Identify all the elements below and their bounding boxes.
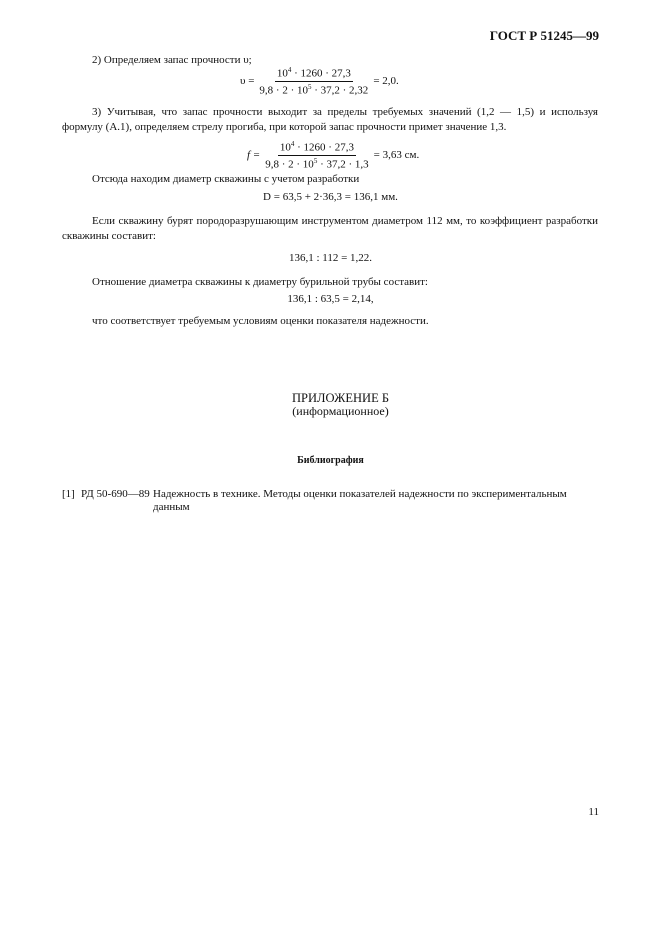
formula-v [240, 66, 399, 96]
bib-code: РД 50-690—89 [81, 488, 150, 500]
formula-k: 136,1 : 112 = 1,22. [288, 252, 373, 264]
den-exp: 5 [313, 156, 318, 165]
numerator: · 1260 · 27,3 [297, 141, 354, 154]
diameter-intro: Отсюда находим диаметр скважины с учетом разработки [92, 173, 360, 185]
num-exp: 4 [287, 66, 292, 74]
bib-text: Надежность в технике. Методы оценки показателей надежности по экспериментальным данным [153, 488, 567, 513]
ratio-text: Отношение диаметра скважины к диаметру бурильной трубы составит: [92, 276, 428, 288]
formula-lhs: f = [247, 149, 261, 162]
step-3-text: 3) Учитывая, что запас прочности выходит за пределы требуемых значений (1,2 — 1,5) и используя формулу (А.1), определяем стрелу прогиба, при которой запас прочности примет значение 1,3. [62, 106, 598, 133]
formula-rhs: = 3,63 см. [373, 149, 420, 162]
formula-d: D = 63,5 + 2·36,3 = 136,1 мм. [263, 191, 398, 203]
appendix-title: ПРИЛОЖЕНИЕ Б [291, 391, 390, 405]
bib-number: [1] [62, 488, 75, 500]
den-b: · 37,2 · 1,3 [317, 158, 369, 171]
formula-lhs: υ = [240, 75, 255, 88]
conclusion-text: что соответствует требуемым условиям оценки показателя надежности. [92, 315, 429, 327]
step-2-text: 2) Определяем запас прочности υ; [92, 54, 252, 66]
document-header: ГОСТ Р 51245—99 [489, 28, 599, 43]
num-exp: 4 [290, 140, 295, 148]
den-a: 9,8 · 2 · 10 [265, 158, 314, 171]
formula-r: 136,1 : 63,5 = 2,14, [287, 293, 374, 305]
page-number: 11 [588, 806, 599, 818]
formula-f [247, 140, 419, 170]
drill-text: Если скважину бурят породоразрушающим инструментом диаметром 112 мм, то коэффициент разработки скважины составит: [62, 215, 598, 242]
num-base: 10 [279, 141, 291, 154]
den-a: 9,8 · 2 · 10 [259, 84, 308, 97]
bibliography-title: Библиография [297, 455, 364, 466]
formula-rhs: = 2,0. [373, 75, 399, 88]
den-exp: 5 [307, 82, 312, 91]
den-b: · 37,2 · 2,32 [311, 84, 369, 97]
numerator: · 1260 · 27,3 [294, 67, 351, 80]
num-base: 10 [276, 67, 288, 80]
appendix-subtitle: (информационное) [292, 404, 389, 418]
